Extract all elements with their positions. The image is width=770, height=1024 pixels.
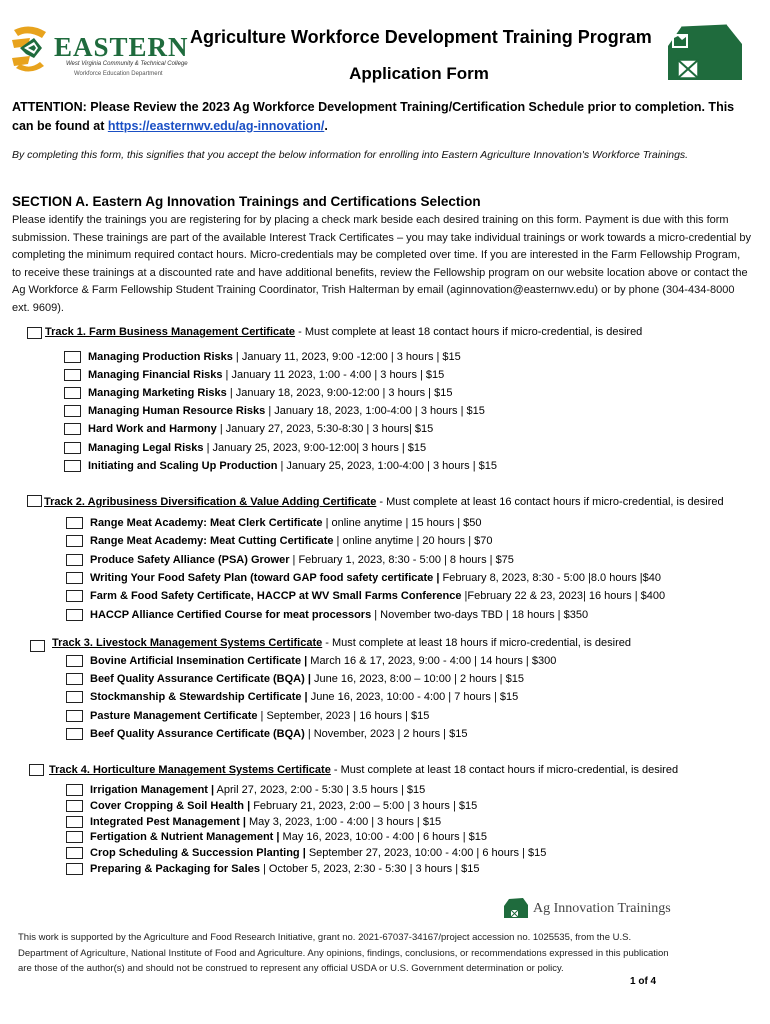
training-name: Range Meat Academy: Meat Clerk Certificate <box>90 517 323 529</box>
training-name: Managing Production Risks <box>88 351 233 363</box>
training-name: Produce Safety Alliance (PSA) Grower <box>90 554 290 566</box>
training-detail: June 16, 2023, 8:00 – 10:00 | 2 hours | $15 <box>310 673 524 685</box>
training-detail: | January 25, 2023, 1:00-4:00 | 3 hours | $15 <box>277 460 498 472</box>
training-name: Preparing & Packaging for Sales <box>90 863 260 875</box>
training-name: Farm & Food Safety Certificate, HACCP at WV Small Farms Conference <box>90 590 462 602</box>
training-detail: | September, 2023 | 16 hours | $15 <box>257 710 430 722</box>
ag-innovation-wordmark: Ag Innovation Trainings <box>533 901 671 916</box>
training-detail: | January 11 2023, 1:00 - 4:00 | 3 hours | $15 <box>222 369 445 381</box>
training-name: Crop Scheduling & Succession Planting | <box>90 847 306 859</box>
track-1-checkbox[interactable] <box>27 327 42 339</box>
page-number: 1 of 4 <box>630 976 657 987</box>
track-4-name: Track 4. Horticulture Management Systems Certificate <box>49 764 331 776</box>
logo-department: Workforce Education Department <box>74 71 163 77</box>
section-a-instructions: Please identify the trainings you are registering for by placing a check mark beside each desired training on this form. Payment is due with this form submission. These trainings are part of the available Interest Track Certificates – you may take individual trainings or work towards a micro-credential by completing the minimum required contact hours. Micro-credentials may be completed over time. If you are interested in the Farm Fellowship Program, to receive these trainings at a discounted rate and have additional benefits, review the Fellowship program on our website location above or contact the Ag Workforce & Farm Fellowship Student Training Coordinator, Trish Halterman by email (aginnovation@easternwv.edu) or by phone (304-434-8000 ext. 9609). <box>12 214 751 314</box>
track-4-requirement: - Must complete at least 18 contact hours if micro-credential, is desired <box>330 764 679 776</box>
small-barn-icon <box>503 897 529 919</box>
training-name: Hard Work and Harmony <box>88 423 217 435</box>
page-subtitle: Application Form <box>349 64 489 83</box>
track-2-heading <box>44 496 724 508</box>
training-detail: | January 11, 2023, 9:00 -12:00 | 3 hours | $15 <box>232 351 461 363</box>
training-name: Beef Quality Assurance Certificate (BQA) <box>90 728 305 740</box>
logo-wordmark: EASTERN <box>54 32 189 62</box>
training-name: Managing Marketing Risks <box>88 387 227 399</box>
page-title: Agriculture Workforce Development Training Program <box>190 27 652 47</box>
training-name: Managing Financial Risks <box>88 369 223 381</box>
funding-disclaimer: This work is supported by the Agriculture and Food Research Initiative, grant no. 2021-67037-34167/project accession no. 1025535, from the U.S. Department of Agriculture, National Institute of Food and Agriculture. Any opinions, findings, conclusions, or recommendations expressed in this publication are those of the author(s) and should not be construed to represent any official USDA or U.S. Government determination or policy. <box>18 932 669 974</box>
training-detail: April 27, 2023, 2:00 - 5:30 | 3.5 hours | $15 <box>214 784 426 796</box>
training-name: Bovine Artificial Insemination Certificate | <box>90 655 308 667</box>
training-detail: | November two-days TBD | 18 hours | $350 <box>371 609 589 621</box>
training-detail: May 16, 2023, 10:00 - 4:00 | 6 hours | $15 <box>279 831 488 843</box>
track-3-heading <box>52 637 631 649</box>
training-checkbox[interactable] <box>66 728 83 740</box>
training-checkbox[interactable] <box>66 572 83 584</box>
training-name: Managing Legal Risks <box>88 442 204 454</box>
training-name: Cover Cropping & Soil Health | <box>90 800 251 812</box>
barn-icon <box>664 20 746 82</box>
training-name: Range Meat Academy: Meat Cutting Certificate <box>90 535 334 547</box>
training-checkbox[interactable] <box>64 351 81 363</box>
training-name: Integrated Pest Management | <box>90 816 246 828</box>
training-detail: | online anytime | 15 hours | $50 <box>322 517 482 529</box>
training-checkbox[interactable] <box>64 387 81 399</box>
training-detail: | January 25, 2023, 9:00-12:00| 3 hours | $15 <box>203 442 427 454</box>
training-name: Writing Your Food Safety Plan (toward GAP food safety certificate | <box>90 572 440 584</box>
track-3-checkbox[interactable] <box>30 640 45 652</box>
training-name: Initiating and Scaling Up Production <box>88 460 278 472</box>
training-checkbox[interactable] <box>66 517 83 529</box>
training-checkbox[interactable] <box>66 590 83 602</box>
training-detail: | October 5, 2023, 2:30 - 5:30 | 3 hours | $15 <box>259 863 480 875</box>
training-detail: | January 18, 2023, 9:00-12:00 | 3 hours | $15 <box>226 387 453 399</box>
logo-college-name: West Virginia Community & Technical College <box>66 61 188 67</box>
attention-text: ATTENTION: Please Review the 2023 Ag Workforce Development Training/Certification Schedule prior to completion. This can be found at <box>12 100 735 133</box>
training-name: Beef Quality Assurance Certificate (BQA) | <box>90 673 311 685</box>
track-2-checkbox[interactable] <box>27 495 42 507</box>
track-3-name: Track 3. Livestock Management Systems Certificate <box>52 637 323 649</box>
track-4-checkbox[interactable] <box>29 764 44 776</box>
track-1-requirement: - Must complete at least 18 contact hours if micro-credential, is desired <box>295 326 643 338</box>
ag-innovation-logo <box>503 896 683 920</box>
training-checkbox[interactable] <box>66 816 83 828</box>
schedule-link[interactable]: https://easternwv.edu/ag-innovation/ <box>107 119 325 133</box>
training-detail: June 16, 2023, 10:00 - 4:00 | 7 hours | $15 <box>307 691 519 703</box>
eastern-logo <box>8 22 188 82</box>
training-name: Pasture Management Certificate <box>90 710 258 722</box>
training-checkbox[interactable] <box>66 800 83 812</box>
training-checkbox[interactable] <box>66 691 83 703</box>
training-detail: September 27, 2023, 10:00 - 4:00 | 6 hours | $15 <box>305 847 547 859</box>
training-detail: May 3, 2023, 1:00 - 4:00 | 3 hours | $15 <box>245 816 442 828</box>
consent-statement: By completing this form, this signifies that you accept the below information for enrolling into Eastern Agriculture Innovation's Workforce Trainings. <box>12 149 689 161</box>
training-checkbox[interactable] <box>64 369 81 381</box>
training-detail: February 21, 2023, 2:00 – 5:00 | 3 hours | $15 <box>250 800 478 812</box>
track-1-heading <box>45 326 642 338</box>
training-checkbox[interactable] <box>66 673 83 685</box>
training-checkbox[interactable] <box>66 535 83 547</box>
track-2-name: Track 2. Agribusiness Diversification & Value Adding Certificate <box>44 496 377 508</box>
training-detail: March 16 & 17, 2023, 9:00 - 4:00 | 14 hours | $300 <box>307 655 557 667</box>
training-name: Managing Human Resource Risks <box>88 405 266 417</box>
training-checkbox[interactable] <box>66 609 83 621</box>
attention-notice <box>12 98 742 136</box>
training-checkbox[interactable] <box>66 710 83 722</box>
training-detail: | November, 2023 | 2 hours | $15 <box>304 728 468 740</box>
training-detail: |February 22 & 23, 2023| 16 hours | $400 <box>461 590 666 602</box>
training-checkbox[interactable] <box>64 405 81 417</box>
training-checkbox[interactable] <box>64 423 81 435</box>
eastern-emblem-icon <box>8 24 52 76</box>
training-checkbox[interactable] <box>66 554 83 566</box>
training-checkbox[interactable] <box>64 442 81 454</box>
training-name: Irrigation Management | <box>90 784 215 796</box>
training-detail: | January 18, 2023, 1:00-4:00 | 3 hours | $15 <box>265 405 485 417</box>
training-name: HACCP Alliance Certified Course for meat processors <box>90 609 372 621</box>
training-checkbox[interactable] <box>66 831 83 843</box>
training-checkbox[interactable] <box>66 655 83 667</box>
track-2-requirement: - Must complete at least 16 contact hours if micro-credential, is desired <box>376 496 724 508</box>
section-a-heading: SECTION A. Eastern Ag Innovation Trainings and Certifications Selection <box>12 194 481 209</box>
attention-end: . <box>324 119 328 133</box>
training-name: Fertigation & Nutrient Management | <box>90 831 280 843</box>
training-checkbox[interactable] <box>66 847 83 859</box>
track-1-name: Track 1. Farm Business Management Certificate <box>45 326 296 338</box>
track-4-heading <box>49 764 678 776</box>
training-checkbox[interactable] <box>66 784 83 796</box>
training-name: Stockmanship & Stewardship Certificate | <box>90 691 308 703</box>
training-detail: | online anytime | 20 hours | $70 <box>333 535 493 547</box>
training-checkbox[interactable] <box>66 863 83 875</box>
training-detail: February 8, 2023, 8:30 - 5:00 |8.0 hours |$40 <box>439 572 662 584</box>
training-detail: | February 1, 2023, 8:30 - 5:00 | 8 hours | $75 <box>289 554 514 566</box>
training-checkbox[interactable] <box>64 460 81 472</box>
training-detail: | January 27, 2023, 5:30-8:30 | 3 hours| $15 <box>216 423 434 435</box>
track-3-requirement: - Must complete at least 18 hours if micro-credential, is desired <box>322 637 631 649</box>
